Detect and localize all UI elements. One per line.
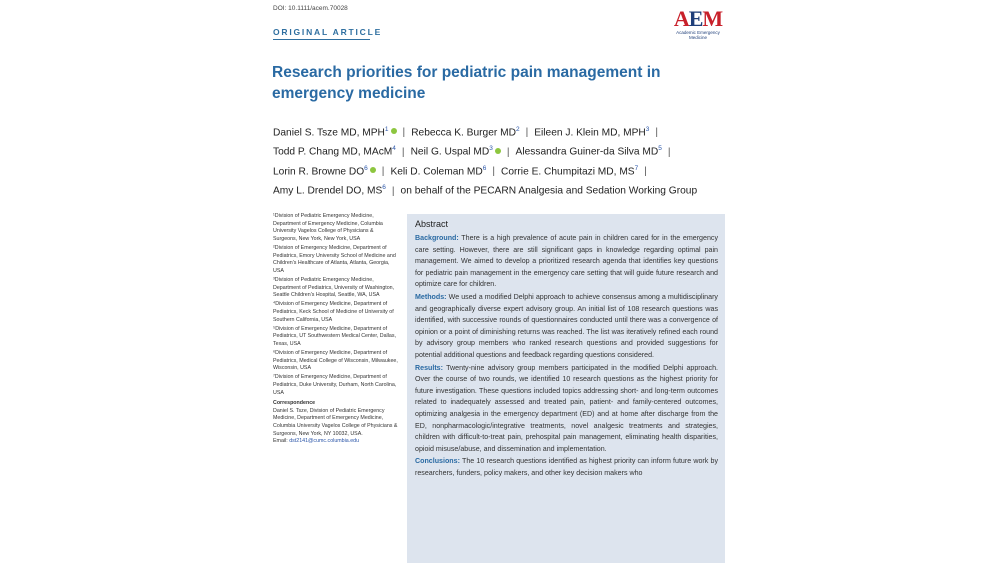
author-name[interactable]: Rebecca K. Burger MD xyxy=(411,127,516,139)
affiliations xyxy=(273,213,398,446)
abstract-background xyxy=(415,233,718,291)
author-separator: | xyxy=(381,166,385,178)
working-group: on behalf of the PECARN Analgesia and Sedation Working Group xyxy=(400,185,698,197)
affiliation: ⁵Division of Emergency Medicine, Department of Pediatrics, UT Southwestern Medical Center, Dallas, Texas, USA xyxy=(273,325,396,347)
author-affil-sup: 5 xyxy=(658,145,662,153)
author-separator: | xyxy=(401,146,405,158)
section-label: ORIGINAL ARTICLE xyxy=(273,27,383,37)
affiliation: ²Division of Emergency Medicine, Department of Pediatrics, Emory University School of Medicine and Children's Healthcare of Atlanta, Atlanta, Georgia, USA xyxy=(273,244,396,274)
author-name[interactable]: Todd P. Chang MD, MAcM xyxy=(273,146,393,158)
author-affil-sup: 6 xyxy=(482,164,487,172)
affiliation: ⁶Division of Emergency Medicine, Department of Pediatrics, Medical College of Wisconsin, Milwaukee, Wisconsin, USA xyxy=(273,350,398,372)
correspondence-email-line xyxy=(273,438,398,446)
author-list xyxy=(273,122,743,200)
author-line xyxy=(273,161,743,180)
author-affil-sup: 2 xyxy=(515,126,520,133)
author-name[interactable]: Neil G. Uspal MD xyxy=(410,146,490,158)
author-separator: | xyxy=(402,127,406,139)
article-title: Research priorities for pediatric pain management in emergency medicine xyxy=(272,64,661,102)
journal-logo-mark: AEM xyxy=(673,6,723,31)
author-affil-sup: 6 xyxy=(382,184,386,192)
correspondence-title: Correspondence xyxy=(273,400,316,407)
author-name[interactable]: Keli D. Coleman MD xyxy=(390,166,483,178)
abstract-box xyxy=(407,214,725,563)
affiliation: ³Division of Pediatric Emergency Medicine, Department of Pediatrics, University of Washington, Seattle Children's Hospital, Seattle, WA, USA xyxy=(273,276,395,299)
section-underline xyxy=(273,39,370,40)
author-affil-sup: 1 xyxy=(384,126,389,133)
author-name[interactable]: Daniel S. Tsze MD, MPH xyxy=(273,127,385,139)
author-affil-sup: 3 xyxy=(489,145,493,153)
abstract-heading: Abstract xyxy=(415,219,449,229)
author-affil-sup: 6 xyxy=(364,164,368,172)
abstract-label: Conclusions: xyxy=(415,457,460,466)
abstract-conclusions xyxy=(415,456,718,479)
email-link[interactable]: dst2141@cumc.columbia.edu xyxy=(289,438,360,445)
affiliation: ⁴Division of Emergency Medicine, Department of Pediatrics, Keck School of Medicine of University of Southern California, USA xyxy=(273,301,394,323)
author-name[interactable]: Lorin R. Browne DO xyxy=(273,166,365,178)
abstract-results xyxy=(415,363,718,456)
author-separator: | xyxy=(391,185,395,197)
author-name[interactable]: Alessandra Guiner-da Silva MD xyxy=(515,146,659,158)
author-affil-sup: 4 xyxy=(392,145,396,153)
orcid-icon[interactable] xyxy=(391,128,397,134)
abstract-text: Twenty-nine advisory group members participated in the modified Delphi approach. Over the course of two rounds, we identified 10 research questions as the highest priority for future investigation. These questions included topics addressing short- and long-term outcomes related to inadequately assessed and treated pain, patient- and family-centered outcomes, optimizing analgesia in the emergency department (ED) and at home after discharge from the ED, nonpharmacologic/integrative treatments, novel analgesic treatments and strategies, children with difficult-to-treat pain, prehospital pain management, eliminating health disparities, opioid misuse/abuse, and dissemination and implementation. xyxy=(415,363,719,453)
orcid-icon[interactable] xyxy=(370,167,376,173)
author-line xyxy=(273,141,743,160)
author-line xyxy=(273,122,743,141)
affiliation: ⁷Division of Emergency Medicine, Department of Pediatrics, Duke University, Durham, North Carolina, USA xyxy=(273,374,397,396)
author-name[interactable]: Corrie E. Chumpitazi MD, MS xyxy=(501,166,635,178)
author-separator: | xyxy=(492,166,495,178)
abstract-text: There is a high prevalence of acute pain in children cared for in the emergency care setting. However, there are still significant gaps in knowledge regarding optimal pain management. We aimed to develop a prioritized research agenda that identifies key questions for pediatric pain management in the emergency care setting that will guide future research and optimize care for children. xyxy=(415,234,718,289)
abstract-text: We used a modified Delphi approach to achieve consensus among a multidisciplinary and geographically diverse expert advisory group. An initial list of 108 research questions was identified, with successive rounds of questionnaires conducted until there was a convergence of opinion or a point of diminishing returns was reached. The list was iteratively refined each round by advisory group members who ranked research questions and provided suggestions for potential additional questions and feedback regarding questions considered. xyxy=(415,292,718,359)
author-separator: | xyxy=(525,127,529,139)
author-affil-sup: 7 xyxy=(634,164,639,172)
doi-text[interactable]: DOI: 10.1111/acem.70028 xyxy=(273,5,348,12)
affiliation: ¹Division of Pediatric Emergency Medicine, Department of Emergency Medicine, Columbia University Vagelos College of Physicians & Surgeons, New York, New York, USA xyxy=(273,213,383,242)
author-separator: | xyxy=(644,166,647,178)
email-label: Email: xyxy=(273,438,288,445)
abstract-text: The 10 research questions identified as highest priority can inform future work by researchers, funders, policy makers, and other key decision makers who xyxy=(415,457,718,477)
orcid-icon[interactable] xyxy=(495,148,501,154)
author-name[interactable]: Amy L. Drendel DO, MS xyxy=(273,185,383,197)
author-affil-sup: 3 xyxy=(645,126,650,133)
abstract-methods xyxy=(415,292,718,362)
abstract-label: Background: xyxy=(415,234,459,242)
correspondence-text: Daniel S. Tsze, Division of Pediatric Emergency Medicine, Department of Emergency Medicine, Columbia University Vagelos College of Physicians & Surgeons, New York, NY 10032, USA. xyxy=(273,407,398,437)
author-separator: | xyxy=(506,146,510,158)
abstract-label: Methods: xyxy=(415,292,447,301)
journal-logo xyxy=(668,8,728,38)
author-name[interactable]: Eileen J. Klein MD, MPH xyxy=(534,127,646,139)
author-line xyxy=(273,180,743,199)
abstract-label: Results: xyxy=(415,363,443,372)
author-separator: | xyxy=(655,127,659,139)
journal-logo-subtitle: Academic Emergency Medicine xyxy=(676,30,720,40)
author-separator: | xyxy=(667,146,671,158)
